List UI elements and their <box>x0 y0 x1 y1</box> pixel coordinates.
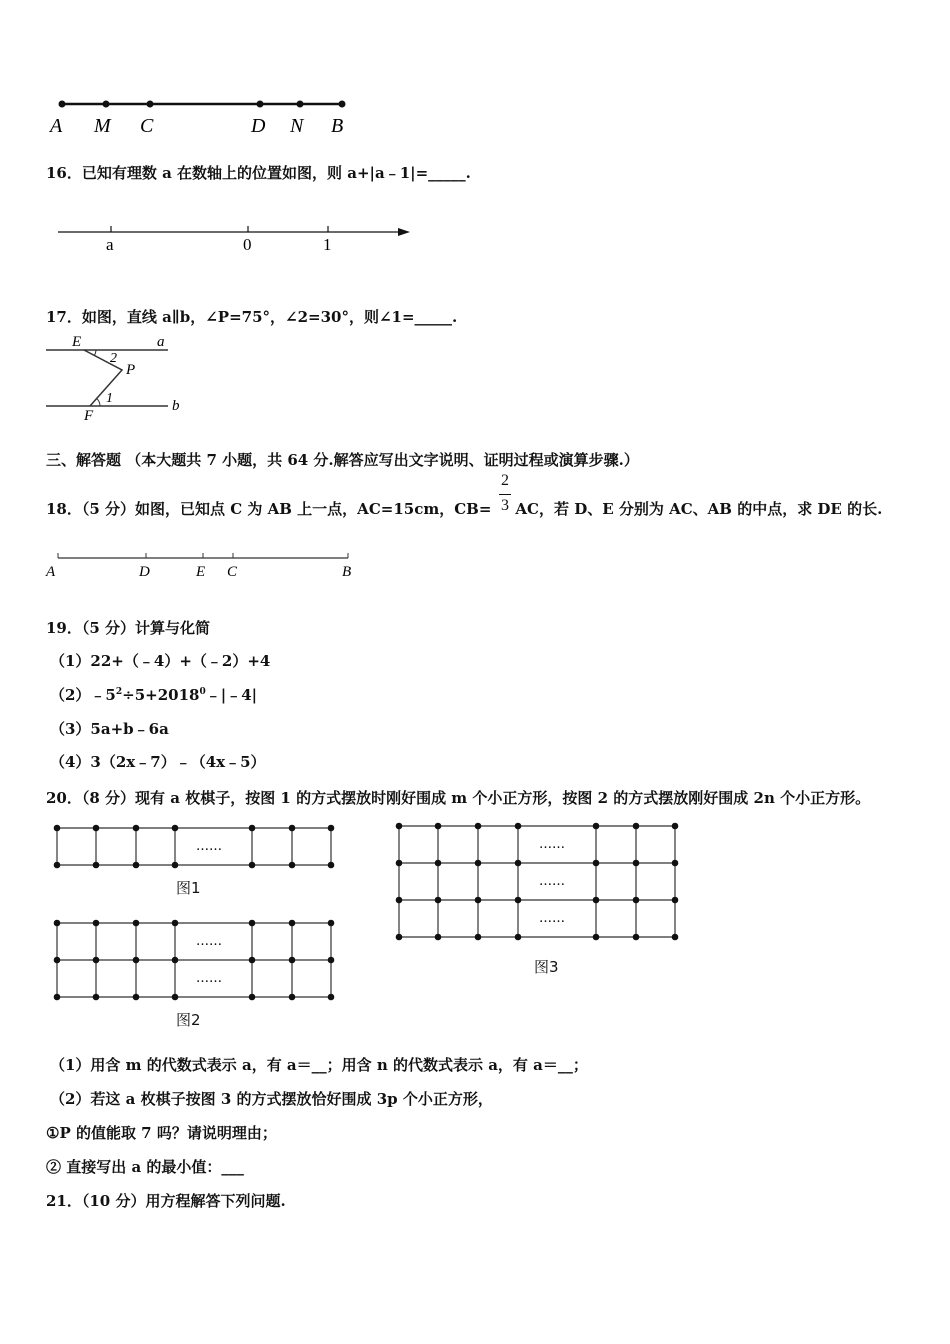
question-19-title: 19．（5 分）计算与化简 <box>46 619 211 637</box>
label-a: A <box>50 115 63 137</box>
label-m: M <box>94 115 111 137</box>
label-a: a <box>106 235 114 254</box>
fraction-bar <box>499 494 511 495</box>
ellipsis: …… <box>539 837 565 852</box>
ellipsis: …… <box>196 934 222 949</box>
label-f: F <box>84 408 94 424</box>
figure-1-caption: 图1 <box>176 879 201 897</box>
q19-p2-b: ÷5+2018 <box>122 686 200 704</box>
label-line-b: b <box>172 398 180 414</box>
q18-text-after: AC，若 D、E 分别为 AC、AB 的中点，求 DE 的长. <box>515 500 883 518</box>
fraction-numerator: 2 <box>501 472 509 489</box>
label-c: C <box>140 115 154 137</box>
label-b: B <box>331 115 344 137</box>
fraction-denominator: 3 <box>501 497 509 514</box>
q18-text-before: 18．（5 分）如图，已知点 C 为 AB 上一点，AC=15cm，CB= <box>46 500 492 518</box>
segment-figure-amcdnb <box>40 90 360 140</box>
question-16: 16．已知有理数 a 在数轴上的位置如图，则 a+|a﹣1|=_____. <box>46 164 471 182</box>
figure-3-caption: 图3 <box>534 958 559 976</box>
ellipsis: …… <box>196 839 222 854</box>
q19-part-1: （1）22+（﹣4）+（﹣2）+4 <box>50 652 271 670</box>
label-b: B <box>342 564 352 580</box>
label-a: A <box>46 564 56 580</box>
label-angle-1: 1 <box>106 391 113 406</box>
label-e: E <box>196 564 206 580</box>
label-angle-2: 2 <box>110 351 117 366</box>
grid-figure-2 <box>50 915 340 1005</box>
q19-p2-exp2: 0 <box>199 687 206 697</box>
label-line-a: a <box>157 334 165 350</box>
question-21: 21．（10 分）用方程解答下列问题. <box>46 1192 286 1210</box>
q20-part-2-1: ①P 的值能取 7 吗？请说明理由； <box>46 1124 277 1142</box>
figure-2-caption: 图2 <box>176 1011 201 1029</box>
section-heading: 三、解答题 （本大题共 7 小题，共 64 分.解答应写出文字说明、证明过程或演算步骤.） <box>46 451 639 469</box>
label-e: E <box>72 334 82 350</box>
ellipsis: …… <box>539 911 565 926</box>
segment-figure-adecb <box>40 548 360 582</box>
number-line-figure <box>50 218 420 258</box>
label-d: D <box>139 564 150 580</box>
q19-part-4: （4）3（2x﹣7）﹣（4x﹣5） <box>50 753 266 771</box>
grid-figure-3 <box>392 818 686 946</box>
parallel-lines-figure <box>40 332 190 424</box>
question-18 <box>46 498 882 519</box>
label-d: D <box>251 115 266 137</box>
grid-figure-1 <box>50 820 340 874</box>
q19-part-3: （3）5a+b﹣6a <box>50 720 169 738</box>
q19-part-2 <box>50 684 257 705</box>
q19-p2-a: （2）﹣5 <box>50 686 116 704</box>
q19-p2-exp1: 2 <box>115 687 123 697</box>
q20-part-1: （1）用含 m 的代数式表示 a，有 a＝__；用含 n 的代数式表示 a，有 a＝__； <box>50 1056 588 1074</box>
q20-part-2: （2）若这 a 枚棋子按图 3 的方式摆放恰好围成 3p 个小正方形， <box>50 1090 493 1108</box>
label-c: C <box>227 564 238 580</box>
label-p: P <box>126 362 136 378</box>
q19-p2-c: ﹣|﹣4| <box>205 686 258 704</box>
label-zero: 0 <box>243 235 252 254</box>
question-17: 17．如图，直线 a∥b，∠P=75°，∠2=30°，则∠1=_____. <box>46 308 458 326</box>
ellipsis: …… <box>539 874 565 889</box>
label-one: 1 <box>323 235 332 254</box>
label-n: N <box>290 115 304 137</box>
question-20: 20．（8 分）现有 a 枚棋子，按图 1 的方式摆放时刚好围成 m 个小正方形，按图 2 的方式摆放刚好围成 2n 个小正方形。 <box>46 789 871 807</box>
ellipsis: …… <box>196 971 222 986</box>
q20-part-2-2: ② 直接写出 a 的最小值：___ <box>46 1158 244 1176</box>
